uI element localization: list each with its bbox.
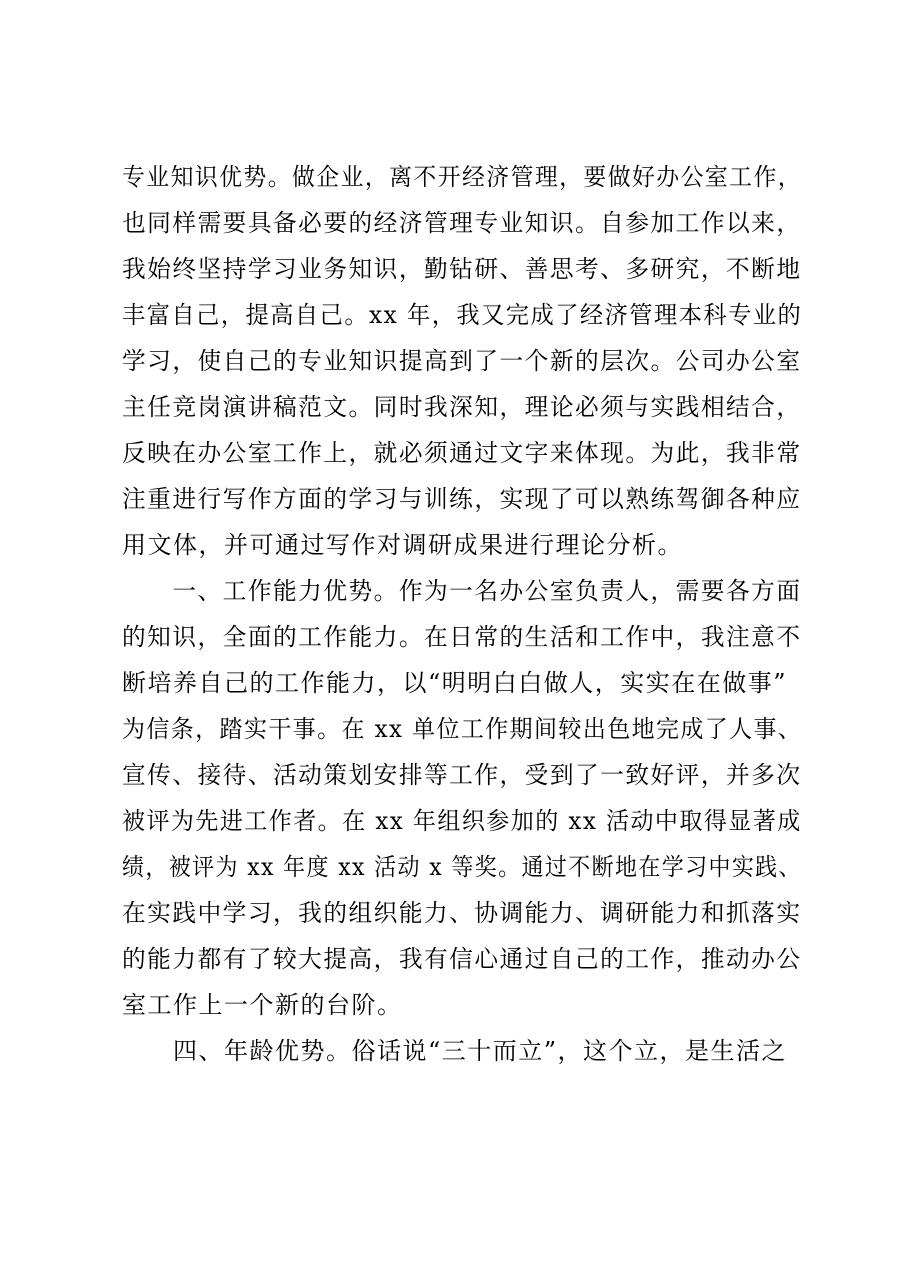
text-line: 的知识，全面的工作能力。在日常的生活和工作中，我注意不 — [122, 623, 802, 651]
text-line: 一、工作能力优势。作为一名办公室负责人，需要各方面 — [122, 577, 802, 605]
text-line: 学习，使自己的专业知识提高到了一个新的层次。公司办公室 — [122, 347, 802, 375]
body-text — [122, 154, 802, 1074]
text-line: 注重进行写作方面的学习与训练，实现了可以熟练驾御各种应 — [122, 485, 802, 513]
text-line: 断培养自己的工作能力，以“明明白白做人，实实在在做事” — [122, 669, 788, 697]
text-line: 专业知识优势。做企业，离不开经济管理，要做好办公室工作， — [122, 163, 803, 191]
text-line: 绩，被评为 xx 年度 xx 活动 x 等奖。通过不断地在学习中实践、 — [122, 853, 802, 881]
text-line: 也同样需要具备必要的经济管理专业知识。自参加工作以来， — [122, 209, 802, 237]
text-line: 在实践中学习，我的组织能力、协调能力、调研能力和抓落实 — [122, 899, 802, 927]
text-line: 用文体，并可通过写作对调研成果进行理论分析。 — [122, 531, 683, 559]
text-line: 为信条，踏实干事。在 xx 单位工作期间较出色地完成了人事、 — [122, 715, 803, 743]
text-line: 四、年龄优势。俗话说“三十而立”，这个立，是生活之 — [122, 1037, 788, 1065]
text-line: 主任竞岗演讲稿范文。同时我深知，理论必须与实践相结合， — [122, 393, 802, 421]
text-line: 丰富自己，提高自己。xx 年，我又完成了经济管理本科专业的 — [122, 301, 803, 329]
text-line: 的能力都有了较大提高，我有信心通过自己的工作，推动办公 — [122, 945, 802, 973]
text-line: 反映在办公室工作上，就必须通过文字来体现。为此，我非常 — [122, 439, 802, 467]
text-line: 被评为先进工作者。在 xx 年组织参加的 xx 活动中取得显著成 — [122, 807, 802, 835]
text-line: 宣传、接待、活动策划安排等工作，受到了一致好评，并多次 — [122, 761, 802, 789]
text-line: 我始终坚持学习业务知识，勤钻研、善思考、多研究，不断地 — [122, 255, 802, 283]
text-line: 室工作上一个新的台阶。 — [122, 991, 403, 1019]
